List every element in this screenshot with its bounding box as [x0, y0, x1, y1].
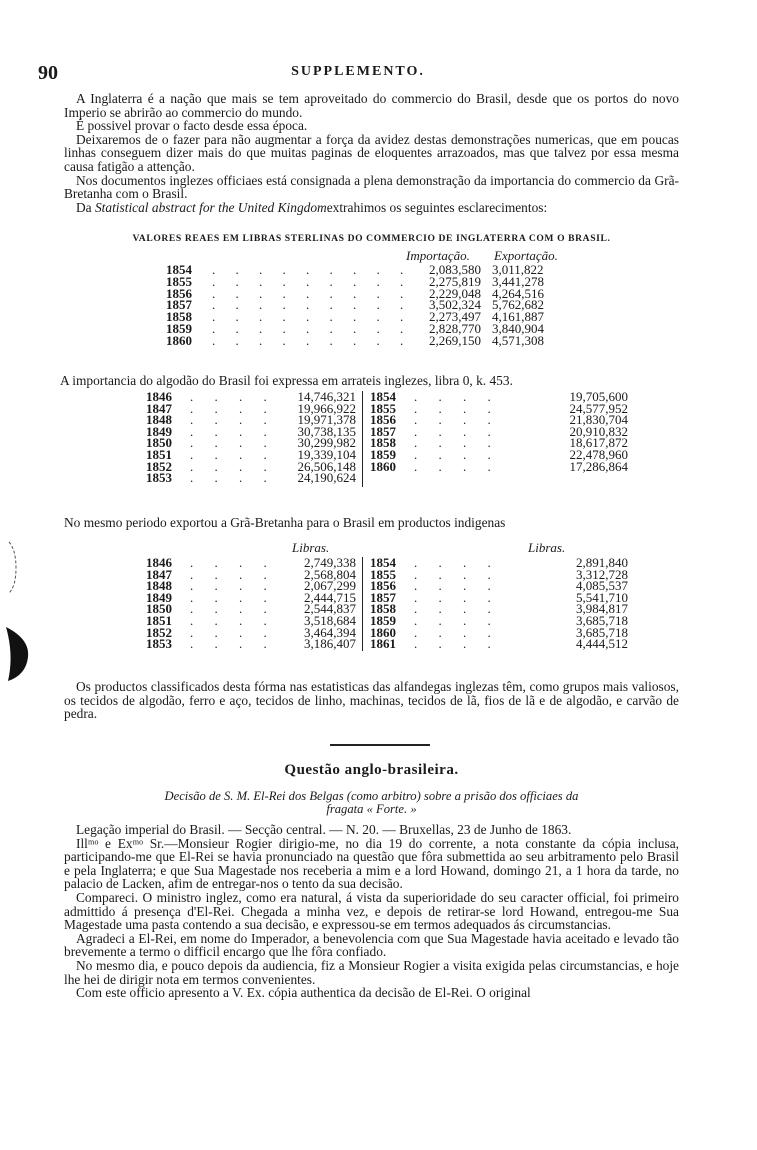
- intro-text: [64, 92, 679, 214]
- margin-bracket-icon: [6, 540, 18, 595]
- unit-label-right: Libras.: [528, 540, 566, 555]
- paragraph: Deixaremos de o fazer para não augmentar a força da avidez destas demonstrações numericas, que em poucas linhas conseguem dizer mais do que muitas paginas de eloquentes arrazoados, mas que talvez por essa mesma causa fatigão a attenção.: [64, 131, 679, 174]
- table-row: 1860 . . . . 17,286,864: [370, 458, 628, 474]
- table-row: 1853 . . . . 24,190,624: [146, 470, 356, 486]
- table-row: 1848 . . . . 2,067,299: [146, 578, 356, 594]
- source-line: Da Statistical abstract for the United Kingdomextrahimos os seguintes esclarecimentos:: [76, 199, 548, 215]
- paragraph: Legação imperial do Brasil. — Secção central. — N. 20. — Bruxellas, 23 de Junho de 1863.: [76, 822, 572, 837]
- table-row: 1858 . . . . . . . . . 2,273,497 4,161,887: [166, 309, 544, 325]
- paragraph: Illᵐᵒ e Exᵐᵒ Sr.—Monsieur Rogier dirigio-me, no dia 19 do corrente, a nota constante da cópia inclusa, participando-me que El-Rei se havia pronunciado na questão que fôra submettida ao seu arbitramento pelo Brasil e pela Inglaterra; e que Sua Magestade nos receberia a mim e a lord Howand, domingo 21, a 1 hora da tarde, no palacio de Lacken, afim de entregar-nos o tento da sua decisão.: [64, 835, 679, 892]
- column-divider: [362, 557, 363, 651]
- column-header-export: Exportação.: [494, 248, 558, 263]
- table-row: 1846 . . . . 14,746,321: [146, 389, 356, 404]
- table-row: 1859 . . . . 22,478,960: [370, 446, 628, 462]
- paragraph: No mesmo dia, e pouco depois da audiencia, fiz a Monsieur Rogier a visita exigida pelas circumstancias, e hoje lhe hei de dirigir nota em termos convenientes.: [64, 957, 679, 987]
- table-row: 1848 . . . . 19,971,378: [146, 412, 356, 428]
- page-header: [38, 62, 678, 84]
- table-row: 1858 . . . . 18,617,872: [370, 435, 628, 451]
- table-row: 1852 . . . . 3,464,394: [146, 624, 356, 640]
- cotton-left-column: [146, 391, 356, 484]
- section-body: [64, 823, 679, 1000]
- table-row: 1852 . . . . 26,506,148: [146, 458, 356, 474]
- table-row: 1847 . . . . 19,966,922: [146, 400, 356, 416]
- table-row: 1854 . . . . 2,891,840: [370, 555, 628, 570]
- table-row: 1851 . . . . 19,339,104: [146, 446, 356, 462]
- table-row: 1854 . . . . . . . . . 2,083,580 3,011,822: [166, 262, 544, 277]
- source-title: Statistical abstract for the United Kingdom: [94, 199, 327, 215]
- table-row: 1853 . . . . 3,186,407: [146, 636, 356, 652]
- table-row: 1860 . . . . 3,685,718: [370, 624, 628, 640]
- table-row: 1856 . . . . . . . . . 2,229,048 4,264,516: [166, 285, 544, 301]
- table-row: 1850 . . . . 30,299,982: [146, 435, 356, 451]
- unit-label-left: Libras.: [292, 540, 330, 555]
- table-row: 1860 . . . . . . . . . 2,269,150 4,571,308: [166, 332, 544, 348]
- table-row: 1857 . . . . 5,541,710: [370, 589, 628, 605]
- trade-table: [166, 250, 596, 347]
- table-row: 1850 . . . . 2,544,837: [146, 601, 356, 617]
- exports-right-column: [370, 555, 628, 652]
- table-row: 1855 . . . . 3,312,728: [370, 566, 628, 582]
- cotton-intro: A importancia do algodão do Brasil foi expressa em arrateis inglezes, libra 0, k. 453.: [60, 373, 513, 388]
- table-row: 1855 . . . . 24,577,952: [370, 400, 628, 416]
- exports-intro: No mesmo periodo exportou a Grã-Bretanha para o Brasil em productos indigenas: [64, 515, 506, 530]
- table-row: 1849 . . . . 2,444,715: [146, 589, 356, 605]
- paragraph: A Inglaterra é a nação que mais se tem aproveitado do commercio do Brasil, desde que os portos do novo Imperio se abrirão ao commercio do mundo.: [64, 91, 679, 120]
- table-row: 1859 . . . . 3,685,718: [370, 612, 628, 628]
- table-row: 1856 . . . . 4,085,537: [370, 578, 628, 594]
- paragraph: É possivel provar o facto desde essa época.: [76, 118, 308, 134]
- cotton-right-column: [370, 389, 628, 474]
- table-row: 1849 . . . . 30,738,135: [146, 423, 356, 439]
- running-title: SUPPLEMENTO.: [291, 64, 425, 79]
- exports-left-column: [146, 557, 356, 650]
- paragraph: Com este officio apresento a V. Ex. cópia authentica da decisão de El-Rei. O original: [76, 985, 531, 1001]
- paragraph: Agradeci a El-Rei, em nome do Imperador, a benevolencia com que Sua Magestade havia aceitado e levado tão brevemente a termo o difficil encargo que lhe fôra confiado.: [64, 930, 679, 960]
- table-row: 1858 . . . . 3,984,817: [370, 601, 628, 617]
- column-divider: [362, 391, 363, 487]
- column-header-import: Importação.: [406, 248, 470, 263]
- table-row: 1854 . . . . 19,705,600: [370, 389, 628, 404]
- table-row: 1861 . . . . 4,444,512: [370, 636, 628, 652]
- table-row: 1847 . . . . 2,568,804: [146, 566, 356, 582]
- table-row: 1857 . . . . . . . . . 3,502,324 5,762,682: [166, 297, 544, 313]
- exports-closing: Os productos classificados desta fórma nas estatisticas das alfandegas inglezas têm, como grupos mais valiosos, os tecidos de algodão, ferro e aço, tecidos de linho, machinas, tecidos de lã, fios de lã e de algodão, e carvão de pedra.: [64, 679, 679, 722]
- table-row: 1855 . . . . . . . . . 2,275,819 3,441,278: [166, 273, 544, 289]
- table-row: 1859 . . . . . . . . . 2,828,770 3,840,904: [166, 320, 544, 336]
- section-divider: [330, 744, 430, 746]
- table-row: 1857 . . . . 20,910,832: [370, 423, 628, 439]
- table-row: 1846 . . . . 2,749,338: [146, 555, 356, 570]
- paragraph: Nos documentos inglezes officiaes está consignada a plena demonstração da importancia do commercio da Grã-Bretanha com o Brasil.: [64, 172, 679, 202]
- table-heading: VALORES REAES EM LIBRAS STERLINAS DO COMMERCIO DE INGLATERRA COM O BRASIL.: [132, 233, 611, 244]
- section-title: Questão anglo-brasileira.: [284, 762, 459, 778]
- paragraph: Compareci. O ministro inglez, como era natural, á vista da superioridade do seu caracter official, foi primeiro admittido á presença d'El-Rei. Chegada a minha vez, e depois de retirar-se lord Howand, entregou-me Sua Magestade uma pasta contendo a sua decisão, e expressou-se em termos adequados ás circumstancias.: [64, 889, 679, 933]
- table-row: 1856 . . . . 21,830,704: [370, 412, 628, 428]
- table-row: 1851 . . . . 3,518,684: [146, 612, 356, 628]
- binding-mark-icon: [4, 625, 30, 683]
- page-number: 90: [38, 62, 58, 84]
- section-subtitle: Decisão de S. M. El-Rei dos Belgas (como arbitro) sobre a prisão dos officiaes da fragata « Forte. »: [164, 789, 579, 816]
